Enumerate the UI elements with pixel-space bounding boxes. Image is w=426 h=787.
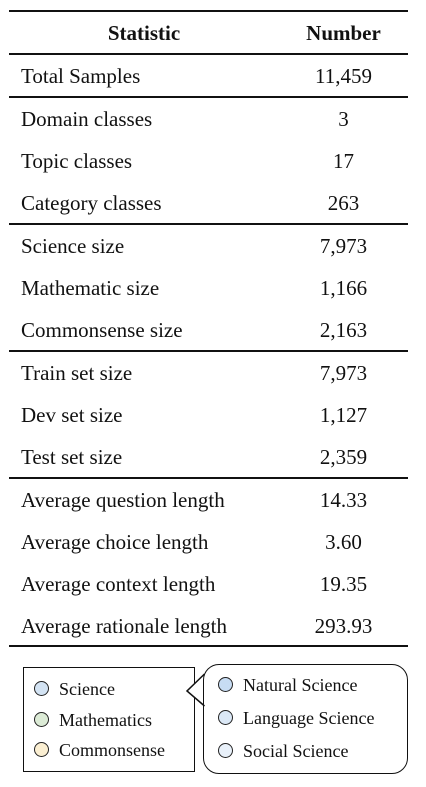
table-header [9,12,408,54]
header-statistic: Statistic [107,21,181,45]
language-science-dot-icon [218,710,233,725]
commonsense-dot-icon [34,742,49,757]
row-label: Train set size [21,361,133,385]
science-dot-icon [34,681,49,696]
row-value: 2,359 [319,445,368,469]
legend-label: Science [59,679,115,699]
legend-label: Language Science [243,708,375,728]
row-value: 19.35 [319,572,368,596]
row-value: 3 [338,107,349,131]
table-row [9,55,408,97]
table-row [9,225,408,267]
row-label: Topic classes [21,149,133,173]
legend-label: Natural Science [243,675,358,695]
table-row [9,436,408,478]
table-row [9,267,408,309]
natural-science-dot-icon [218,677,233,692]
row-value: 17 [333,149,354,173]
header-number: Number [306,21,381,45]
social-science-dot-icon [218,743,233,758]
row-label: Average choice length [21,530,209,554]
legend-label: Commonsense [59,740,165,760]
row-label: Science size [21,234,125,258]
table-row [9,352,408,394]
table-row [9,394,408,436]
table-row [9,140,408,182]
row-value: 14.33 [319,488,368,512]
table-row [9,605,408,647]
row-value: 293.93 [314,614,373,638]
table-row [9,521,408,563]
row-value: 7,973 [319,361,368,385]
row-label: Mathematic size [21,276,160,300]
legend-label: Social Science [243,741,349,761]
bottom-rule [9,645,408,647]
table-row [9,98,408,140]
row-value: 263 [327,191,360,215]
row-label: Commonsense size [21,318,183,342]
row-value: 11,459 [315,64,372,88]
science-topic-legend [203,664,408,774]
table-row [9,479,408,521]
row-label: Total Samples [21,64,141,88]
row-label: Average rationale length [21,614,228,638]
row-label: Average context length [21,572,216,596]
table-row [9,563,408,605]
row-label: Domain classes [21,107,153,131]
row-value: 7,973 [319,234,368,258]
table-row [9,309,408,351]
mathematics-dot-icon [34,712,49,727]
row-value: 1,127 [319,403,368,427]
row-label: Category classes [21,191,162,215]
row-label: Average question length [21,488,225,512]
row-value: 2,163 [319,318,368,342]
row-value: 1,166 [319,276,368,300]
table-row [9,182,408,224]
domain-legend [23,667,195,772]
row-label: Test set size [21,445,123,469]
row-value: 3.60 [325,530,362,554]
row-label: Dev set size [21,403,123,427]
legend-label: Mathematics [59,710,152,730]
